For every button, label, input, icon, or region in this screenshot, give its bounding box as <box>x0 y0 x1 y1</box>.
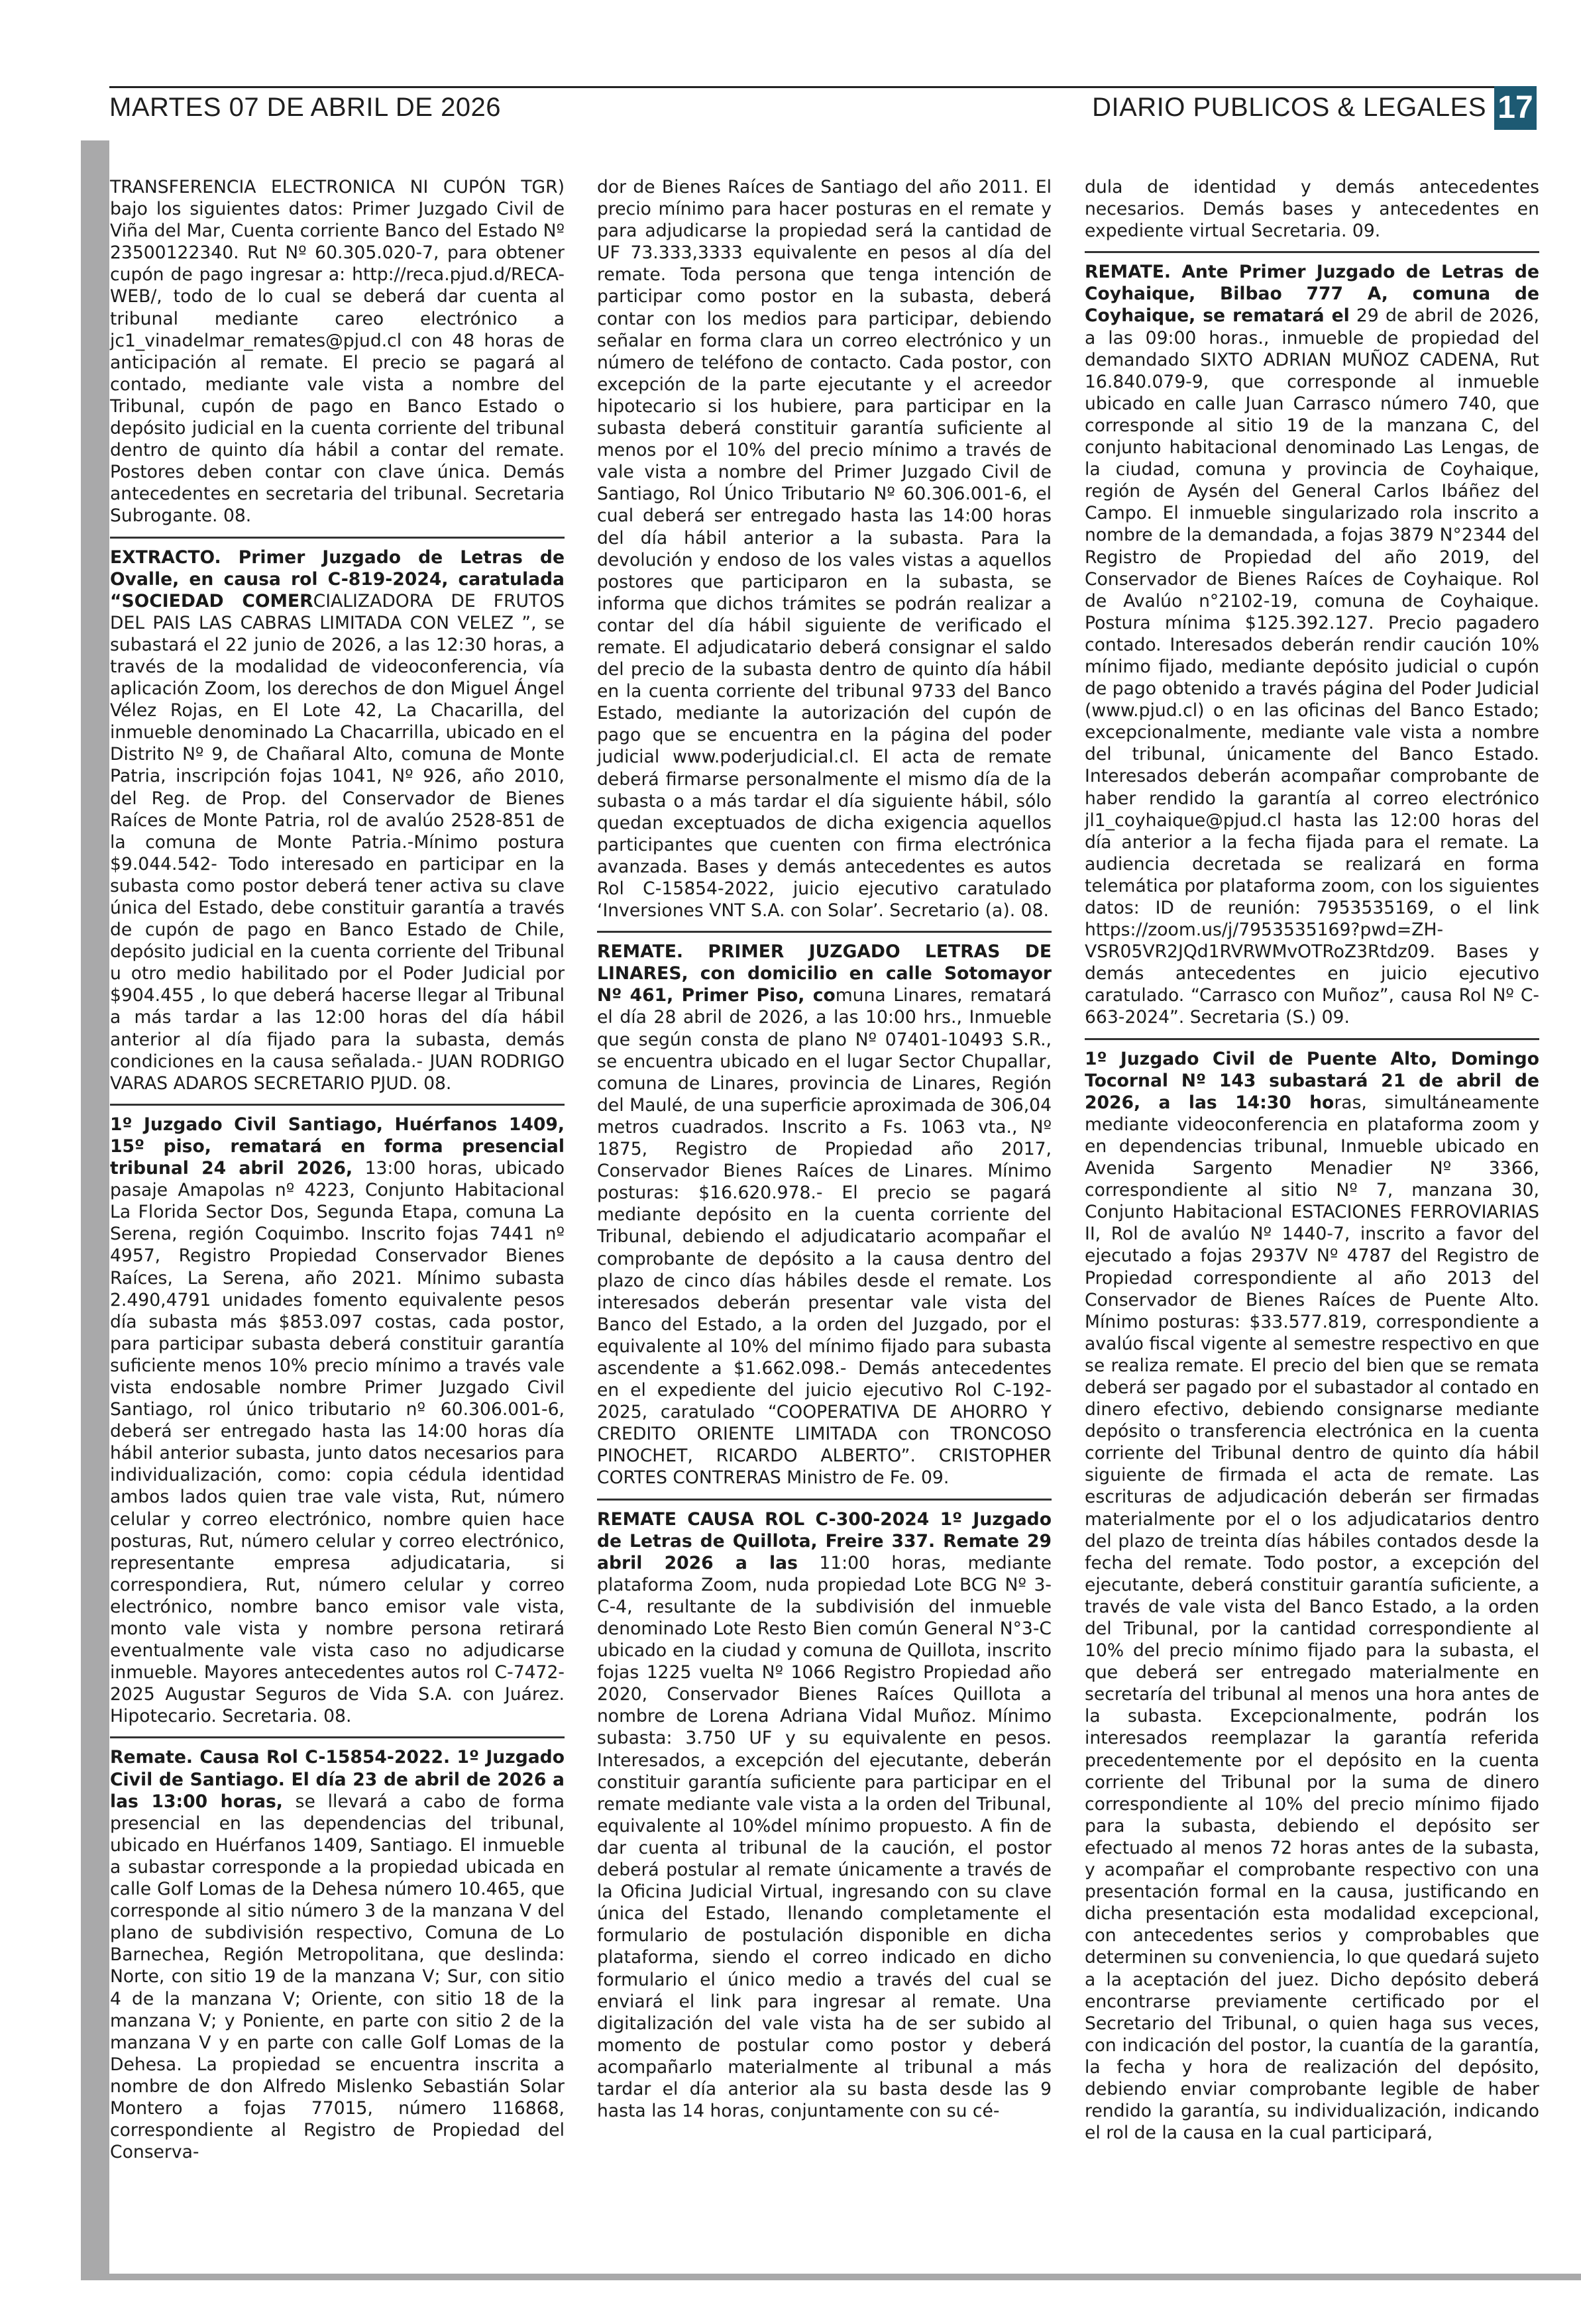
notice <box>597 941 1052 1489</box>
bottom-margin <box>0 2280 1581 2324</box>
notice-heading: REMATE CAUSA ROL C-300-2024 1º Juzgado de Letras de Quillota, Freire 337. Remate 29 abril 2026 a las <box>597 1508 1052 1573</box>
notice <box>110 547 565 1094</box>
notice <box>1085 261 1539 1028</box>
notice-body: dula de identidad y demás antecedentes necesarios. Demás bases y antecedentes en expediente virtual Secretaria. 09. <box>1085 177 1539 242</box>
publication-name: DIARIO PUBLICOS & LEGALES <box>1092 93 1486 122</box>
header-rule <box>109 86 1494 88</box>
column-1 <box>110 176 565 2163</box>
column-2 <box>597 176 1052 2122</box>
notice-separator <box>110 1104 565 1106</box>
notice-separator <box>110 537 565 539</box>
notice-body: CIALIZADORA DE FRUTOS DEL PAIS LAS CABRAS LIMITADA CON VELEZ ”, se subastará el 22 junio de 2026, a las 12:30 horas, a través de la modalidad de videoconferencia, vía aplicación Zoom, los derechos de don Miguel Ángel Vélez Rojas, en El Lote 42, La Chacarilla, del inmueble denominado La Chacarrilla, ubicado en el Distrito Nº 9, de Chañaral Alto, comuna de Monte Patria, inscripción fojas 1041, Nº 926, año 2010, del Reg. de Prop. del Conservador de Bienes Raíces de Monte Patria, rol de avalúo 2528-851 de la comuna de Monte Patria.-Mínimo postura $9.044.542- Todo interesado en participar en la subasta como postor deberá tener activa su clave única del Estado, debe constituir garantía a través de cupón de pago en Banco Estado de Chile, depósito judicial en la cuenta corriente del Tribunal u otro medio habilitado por el Poder Judicial por $904.455 , lo que deberá hacerse llegar al Tribunal a más tardar a las 12:00 horas del día hábil anterior al día fijado para la subasta, demás condiciones en la causa señalada.- JUAN RODRIGO VARAS ADAROS SECRETARIO PJUD. 08. <box>110 590 565 1094</box>
notice-body: se llevará a cabo de forma presencial en las dependencias del tribunal, ubicado en Huérfanos 1409, Santiago. El inmueble a subastar corresponde a la propiedad ubicada en calle Golf Lomas de la Dehesa número 10.465, que corresponde al sitio número 3 de la manzana V del plano de subdivisión respectivo, Comuna de Lo Barnechea, Región Metropolitana, que deslinda: Norte, con sitio 19 de la manzana V; Sur, con sitio 4 de la manzana V; Oriente, con sitio 18 de la manzana V; y Poniente, en parte con sitio 2 de la manzana V y en parte con calle Golf Lomas de la Dehesa. La propiedad se encuentra inscrita a nombre de don Alfredo Mislenko Sebastián Solar Montero a fojas 77015, número 116868, correspondiente al Registro de Propiedad del Conserva- <box>110 1791 565 2163</box>
notice <box>110 1746 565 2163</box>
notice <box>597 1508 1052 2123</box>
page-header <box>0 0 1581 140</box>
notice-body: TRANSFERENCIA ELECTRONICA NI CUPÓN TGR) bajo los siguientes datos: Primer Juzgado Civil de Viña del Mar, Cuenta corriente Banco del Estado Nº 23500122340. Rut Nº 60.305.020-7, para obtener cupón de pago ingresar a: http://reca.pjud.d/RECA-WEB/, todo de lo cual se deberá dar cuenta al tribunal mediante careo electrónico a jc1_vinadelmar_remates@pjud.cl con 48 horas de anticipación al remate. El precio se pagará al contado, mediante vale vista a nombre del Tribunal, cupón de pago en Banco Estado o depósito judicial en la cuenta corriente del tribunal dentro de quinto día hábil a contar del remate. Postores deben contar con clave única. Demás antecedentes en secretaria del tribunal. Secretaria Subrogante. 08. <box>110 177 565 527</box>
notice-body: muna Linares, rematará el día 28 abril de 2026, a las 10:00 hrs., Inmueble que según consta de plano Nº 07401-10493 S.R., se encuentra ubicado en el lugar Sector Chupallar, comuna de Linares, provincia de Linares, Región del Maulé, de una superficie aproximada de 306,04 metros cuadrados. Inscrito a Fs. 1063 vta., Nº 1875, Registro de Propiedad año 2017, Conservador Bienes Raíces de Linares. Mínimo posturas: $16.620.978.- El precio se pagará mediante depósito en la cuenta corriente del Tribunal, debiendo el adjudicatario acompañar el comprobante de depósito a la causa dentro del plazo de cinco días hábiles desde el remate. Los interesados deberán presentar vale vista del Banco del Estado, a la orden del Juzgado, por el equivalente al 10% del mínimo fijado para subasta ascendente a $1.662.098.- Demás antecedentes en el expediente del juicio ejecutivo Rol C-192-2025, caratulado “COOPERATIVA DE AHORRO Y CREDITO ORIENTE LIMITADA con TRONCOSO PINOCHET, RICARDO ALBERTO”. CRISTOPHER CORTES CONTRERAS Ministro de Fe. 09. <box>597 985 1052 1489</box>
notice-heading: 1º Juzgado Civil Santiago, Huérfanos 1409, 15º piso, rematará en forma presencial tribunal 24 abril 2026, <box>110 1114 565 1179</box>
notice-body: 13:00 horas, ubicado pasaje Amapolas nº 4223, Conjunto Habitacional La Florida Sector Dos, Segunda Etapa, comuna La Serena, región Coquimbo. Inscrito fojas 7441 nº 4957, Registro Propiedad Conservador Bienes Raíces, La Serena, año 2021. Mínimo subasta 2.490,4791 unidades fomento equivalente pesos día subasta más $853.097 costas, cada postor, para participar subasta deberá constituir garantía suficiente menos 10% precio mínimo a través vale vista endosable nombre Primer Juzgado Civil Santiago, rol único tributario nº 60.306.001-6, deberá ser entregado hasta las 14:00 horas día hábil anterior subasta, junto datos necesarios para individualización, como: copia cédula identidad ambos lados quien trae vale vista, Rut, número celular y correo electrónico, nombre quien hace posturas, Rut, número celular y correo electrónico, representante empresa adjudicataria, si correspondiera, Rut, número celular y correo electrónico, nombre banco emisor vale vista, monto vale vista y nombre persona retirará eventualmente vale vista caso no adjudicarse inmueble. Mayores antecedentes autos rol C-7472-2025 Augustar Seguros de Vida S.A. con Juárez. Hipotecario. Secretaria. 08. <box>110 1158 565 1727</box>
notice <box>597 176 1052 922</box>
notice <box>1085 176 1539 242</box>
notice-heading: EXTRACTO. Primer Juzgado de Letras de Ovalle, en causa rol C-819-2024, caratulada “SOCIEDAD COMER <box>110 547 565 611</box>
notice-heading: REMATE. Ante Primer Juzgado de Letras de Coyhaique, Bilbao 777 A, comuna de Coyhaique, se rematará el <box>1085 262 1539 327</box>
page-number: 17 <box>1494 86 1537 130</box>
notice-separator <box>1085 251 1539 253</box>
notice-heading: 1º Juzgado Civil de Puente Alto, Domingo Tocornal Nº 143 subastará 21 de abril de 2026, a las 14:30 ho <box>1085 1048 1539 1113</box>
notice-separator <box>597 1499 1052 1501</box>
notice-body: dor de Bienes Raíces de Santiago del año 2011. El precio mínimo para hacer posturas en el remate y para adjudicarse la propiedad será la cantidad de UF 73.333,3333 equivalente en pesos al día del remate. Toda persona que tenga intención de participar como postor en la subasta, deberá contar con los medios para participar, debiendo señalar en forma clara un correo electrónico y un número de teléfono de contacto. Cada postor, con excepción de la parte ejecutante y el acreedor hipotecario si los hubiere, para participar en la subasta deberá constituir garantía suficiente al menos por el 10% del precio mínimo a través de vale vista a nombre del Primer Juzgado Civil de Santiago, Rol Único Tributario Nº 60.306.001-6, el cual deberá ser entregado hasta las 14:00 horas del día hábil anterior a la subasta. Para la devolución y endoso de los vales vistas a aquellos postores que participaron en la subasta, se informa que dichos trámites se podrán realizar a contar del día hábil siguiente de verificado el remate. El adjudicatario deberá consignar el saldo del precio de la subasta dentro de quinto día hábil en la cuenta corriente del tribunal 9733 del Banco Estado, mediante la autorización del cupón de pago que se encuentra en la página del poder judicial www.poderjudicial.cl. El acta de remate deberá firmarse personalmente el mismo día de la subasta o a más tardar el día siguiente hábil, sólo quedan exceptuados de dicha exigencia aquellos participantes que cuenten con firma electrónica avanzada. Bases y demás antecedentes es autos Rol C-15854-2022, juicio ejecutivo caratulado ‘Inversiones VNT S.A. con Solar’. Secretario (a). 08. <box>597 177 1052 922</box>
notice-body: 29 de abril de 2026, a las 09:00 horas., inmueble de propiedad del demandado SIXTO ADRIAN MUÑOZ CADENA, Rut 16.840.079-9, que corresponde al inmueble ubicado en calle Juan Carrasco número 740, que corresponde al sitio 19 de la manzana C, del conjunto habitacional denominado Las Lengas, de la ciudad, comuna y provincia de Coyhaique, región de Aysén del General Carlos Ibáñez del Campo. El inmueble singularizado rola inscrito a nombre de la demandada, a fojas 3879 N°2344 del Registro de Propiedad del año 2019, del Conservador de Bienes Raíces de Coyhaique. Rol de Avalúo n°2102-19, comuna de Coyhaique. Postura mínima $125.392.127. Precio pagadero contado. Interesados deberán rendir caución 10% mínimo fijado, mediante depósito judicial o cupón de pago obtenido a través página del Poder Judicial (www.pjud.cl) o en las oficinas del Banco Estado; excepcionalmente, mediante vale vista a nombre del tribunal, únicamente del Banco Estado. Interesados deberán acompañar comprobante de haber rendido la garantía al correo electrónico jl1_coyhaique@pjud.cl hasta las 12:00 horas del día anterior a la fecha fijada para el remate. La audiencia decretada se realizará en forma telemática por plataforma zoom, con los siguientes datos: ID de reunión: 7953535169, o el link https://zoom.us/j/7953535169?pwd=ZH-VSR05VR2JQd1RVRWMvOTRoZ3Rtdz09. Bases y demás antecedentes en juicio ejecutivo caratulado. “Carrasco con Muñoz”, causa Rol Nº C-663-2024”. Secretaria (S.) 09. <box>1085 305 1539 1028</box>
notice <box>110 1114 565 1728</box>
notice-heading: Remate. Causa Rol C-15854-2022. 1º Juzgado Civil de Santiago. El día 23 de abril de 2026 a las 13:00 horas, <box>110 1747 565 1812</box>
notice-separator <box>1085 1038 1539 1040</box>
notice-separator <box>110 1736 565 1738</box>
column-3 <box>1085 176 1539 2144</box>
notice-heading: REMATE. PRIMER JUZGADO LETRAS DE LINARES, con domicilio en calle Sotomayor Nº 461, Primer Piso, co <box>597 941 1052 1006</box>
notice-body: ras, simultáneamente mediante videoconferencia en plataforma zoom y en dependencias tribunal, Inmueble ubicado en Avenida Sargento Menadier Nº 3366, correspondiente al sitio Nº 7, manzana 30, Conjunto Habitacional ESTACIONES FERROVIARIAS II, Rol de avalúo Nº 1440-7, inscrito a favor del ejecutado a fojas 2937V Nº 4787 del Registro de Propiedad correspondiente al año 2013 del Conservador de Bienes Raíces de Puente Alto. Mínimo posturas: $33.577.819, correspondiente a avalúo fiscal vigente al semestre respectivo en que se realiza remate. El precio del bien que se remata deberá ser pagado por el subastador al contado en dinero efectivo, debiendo consignarse mediante depósito o transferencia electrónica en la cuenta corriente del Tribunal dentro de quinto día hábil siguiente de firmada el acta de remate. Las escrituras de adjudicación deberán ser firmadas materialmente por el o los adjudicatarios dentro del plazo de treinta días hábiles contados desde la fecha del remate. Todo postor, a excepción del ejecutante, deberá constituir garantía suficiente, a través de vale vista del Banco Estado, a la orden del Tribunal, por la cantidad correspondiente al 10% del precio mínimo fijado para la subasta, el que deberá ser entregado materialmente en secretaría del tribunal al menos una hora antes de la subasta. Excepcionalmente, podrán los interesados reemplazar la garantía referida precedentemente por el depósito en la cuenta corriente del Tribunal por la suma de dinero correspondiente al 10% del precio mínimo fijado para la subasta, debiendo el depósito ser efectuado al menos 72 horas antes de la subasta, y acompañar el comprobante respectivo con una presentación formal en la causa, justificando en dicha presentación esta modalidad excepcional, con antecedentes serios y comprobables que determinen su conveniencia, lo que quedará sujeto a la aceptación del juez. Dicho depósito deberá encontrarse previamente certificado por el Secretario del Tribunal, o quien haga sus veces, con indicación del postor, la cuantía de la garantía, la fecha y hora de realización del depósito, debiendo enviar comprobante legible de haber rendido la garantía, su individualización, indicando el rol de la causa en la cual participará, <box>1085 1092 1539 2144</box>
notice <box>110 176 565 527</box>
notice <box>1085 1048 1539 2144</box>
issue-date: MARTES 07 DE ABRIL DE 2026 <box>109 93 502 122</box>
notice-body: 11:00 horas, mediante plataforma Zoom, nuda propiedad Lote BCG Nº 3-C-4, resultante de la subdivisión del inmueble denominado Lote Resto Bien común General N°3-C ubicado en la ciudad y comuna de Quillota, inscrito fojas 1225 vuelta Nº 1066 Registro Propiedad año 2020, Conservador Bienes Raíces Quillota a nombre de Lorena Adriana Vidal Muñoz. Mínimo subasta: 3.750 UF y su equivalente en pesos. Interesados, a excepción del ejecutante, deberán constituir garantía suficiente para participar en el remate mediante vale vista a la orden del Tribunal, equivalente al 10%del mínimo propuesto. A fin de dar cuenta al tribunal de la caución, el postor deberá postular al remate únicamente a través de la Oficina Judicial Virtual, ingresando con su clave única del Estado, llenando completamente el formulario de postulación disponible en dicha plataforma, siendo el correo indicado en dicho formulario el único medio a través del cual se enviará el link para ingresar al remate. Una digitalización del vale vista ha de ser subido al momento de postular como postor y deberá acompañarlo materialmente al tribunal a más tardar el día anterior ala su basta desde las 9 hasta las 14 horas, conjuntamente con su cé- <box>597 1552 1052 2122</box>
notice-separator <box>597 931 1052 933</box>
